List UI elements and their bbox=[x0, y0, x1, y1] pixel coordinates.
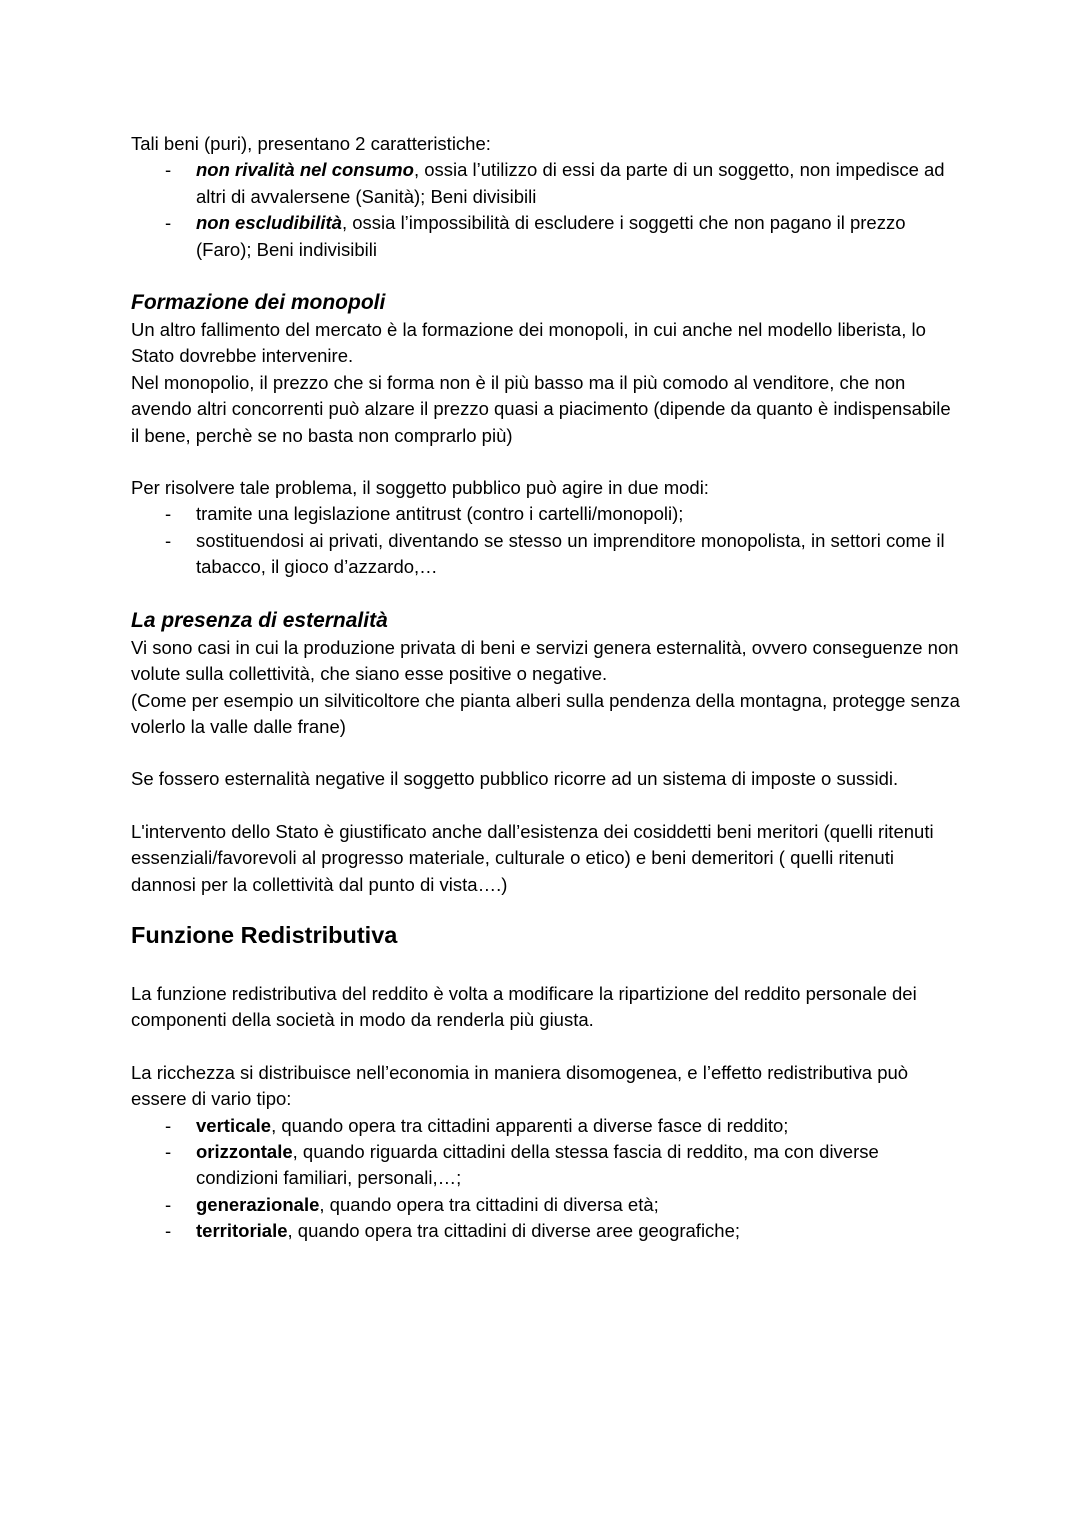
heading-esternalita: La presenza di esternalità bbox=[131, 608, 388, 632]
heading-funzione-redistributiva: Funzione Redistributiva bbox=[131, 921, 398, 948]
monopoli-paragraph-2: Nel monopolio, il prezzo che si forma non è il più basso ma il più comodo al venditore, che non avendo altri concorrenti può alzare il prezzo quasi a piacimento (dipende da quanto è indispensabile il bene, perchè se no basta non comprarlo più) bbox=[131, 371, 951, 446]
list-item bbox=[131, 1139, 961, 1192]
list-item bbox=[131, 1218, 961, 1244]
intro-line: Tali beni (puri), presentano 2 caratteristiche: bbox=[131, 133, 491, 154]
term-non-escludibilita: non escludibilità bbox=[196, 212, 342, 234]
list-item: - tramite una legislazione antitrust (contro i cartelli/monopoli); bbox=[131, 501, 961, 527]
heading-monopoli: Formazione dei monopoli bbox=[131, 291, 386, 315]
characteristics-list bbox=[131, 157, 961, 263]
esternalita-paragraph-4: L'intervento dello Stato è giustificato anche dall’esistenza dei cosiddetti beni meritori (quelli ritenuti essenziali/favorevoli al progresso materiale, culturale o etico) e beni demeritori ( quelli ritenuti dannosi per la collettività dal punto di vista….) bbox=[131, 820, 934, 895]
item-text: , quando opera tra cittadini di diverse aree geografiche; bbox=[287, 1220, 741, 1242]
list-item bbox=[131, 157, 961, 210]
list-item bbox=[131, 1113, 961, 1139]
esternalita-paragraph-1: Vi sono casi in cui la produzione privata di beni e servizi genera esternalità, ovvero conseguenze non volute sulla collettività, che siano esse positive o negative. bbox=[131, 636, 959, 685]
redistributiva-paragraph-2: La ricchezza si distribuisce nell’economia in maniera disomogenea, e l’effetto redistributiva può essere di vario tipo: bbox=[131, 1061, 909, 1110]
monopoli-paragraph-3: Per risolvere tale problema, il soggetto pubblico può agire in due modi: bbox=[131, 477, 709, 499]
esternalita-paragraph-2: (Come per esempio un silviticoltore che pianta alberi sulla pendenza della montagna, protegge senza volerlo la valle dalle frane) bbox=[131, 689, 960, 737]
term-verticale: verticale bbox=[196, 1114, 272, 1136]
list-item bbox=[131, 210, 961, 263]
monopoli-list bbox=[131, 501, 961, 580]
redistributiva-list bbox=[131, 1113, 961, 1245]
item-text: , ossia l’utilizzo di essi da parte di un soggetto, non impedisce ad altri di avvalersene (Sanità); Beni divisibili bbox=[196, 159, 945, 207]
item-text: , quando opera tra cittadini apparenti a diverse fasce di reddito; bbox=[271, 1114, 789, 1136]
item-text: , quando opera tra cittadini di diversa età; bbox=[319, 1193, 659, 1215]
term-territoriale: territoriale bbox=[196, 1220, 288, 1242]
list-item bbox=[131, 1192, 961, 1218]
item-text: , quando riguarda cittadini della stessa fascia di reddito, ma con diverse condizioni familiari, personali,…; bbox=[196, 1140, 879, 1189]
term-generazionale: generazionale bbox=[196, 1193, 320, 1215]
document-page bbox=[131, 131, 961, 1245]
item-text: , ossia l’impossibilità di escludere i soggetti che non pagano il prezzo (Faro); Beni indivisibili bbox=[196, 212, 906, 260]
monopoli-paragraph-1: Un altro fallimento del mercato è la formazione dei monopoli, in cui anche nel modello liberista, lo Stato dovrebbe intervenire. bbox=[131, 319, 926, 367]
list-item: - sostituendosi ai privati, diventando se stesso un imprenditore monopolista, in settori come il tabacco, il gioco d’azzardo,… bbox=[131, 528, 961, 581]
redistributiva-paragraph-1: La funzione redistributiva del reddito è volta a modificare la ripartizione del reddito personale dei componenti della società in modo da renderla più giusta. bbox=[131, 982, 917, 1031]
esternalita-paragraph-3: Se fossero esternalità negative il soggetto pubblico ricorre ad un sistema di imposte o sussidi. bbox=[131, 768, 899, 790]
term-non-rivalita: non rivalità nel consumo bbox=[196, 159, 414, 181]
term-orizzontale: orizzontale bbox=[196, 1140, 293, 1162]
